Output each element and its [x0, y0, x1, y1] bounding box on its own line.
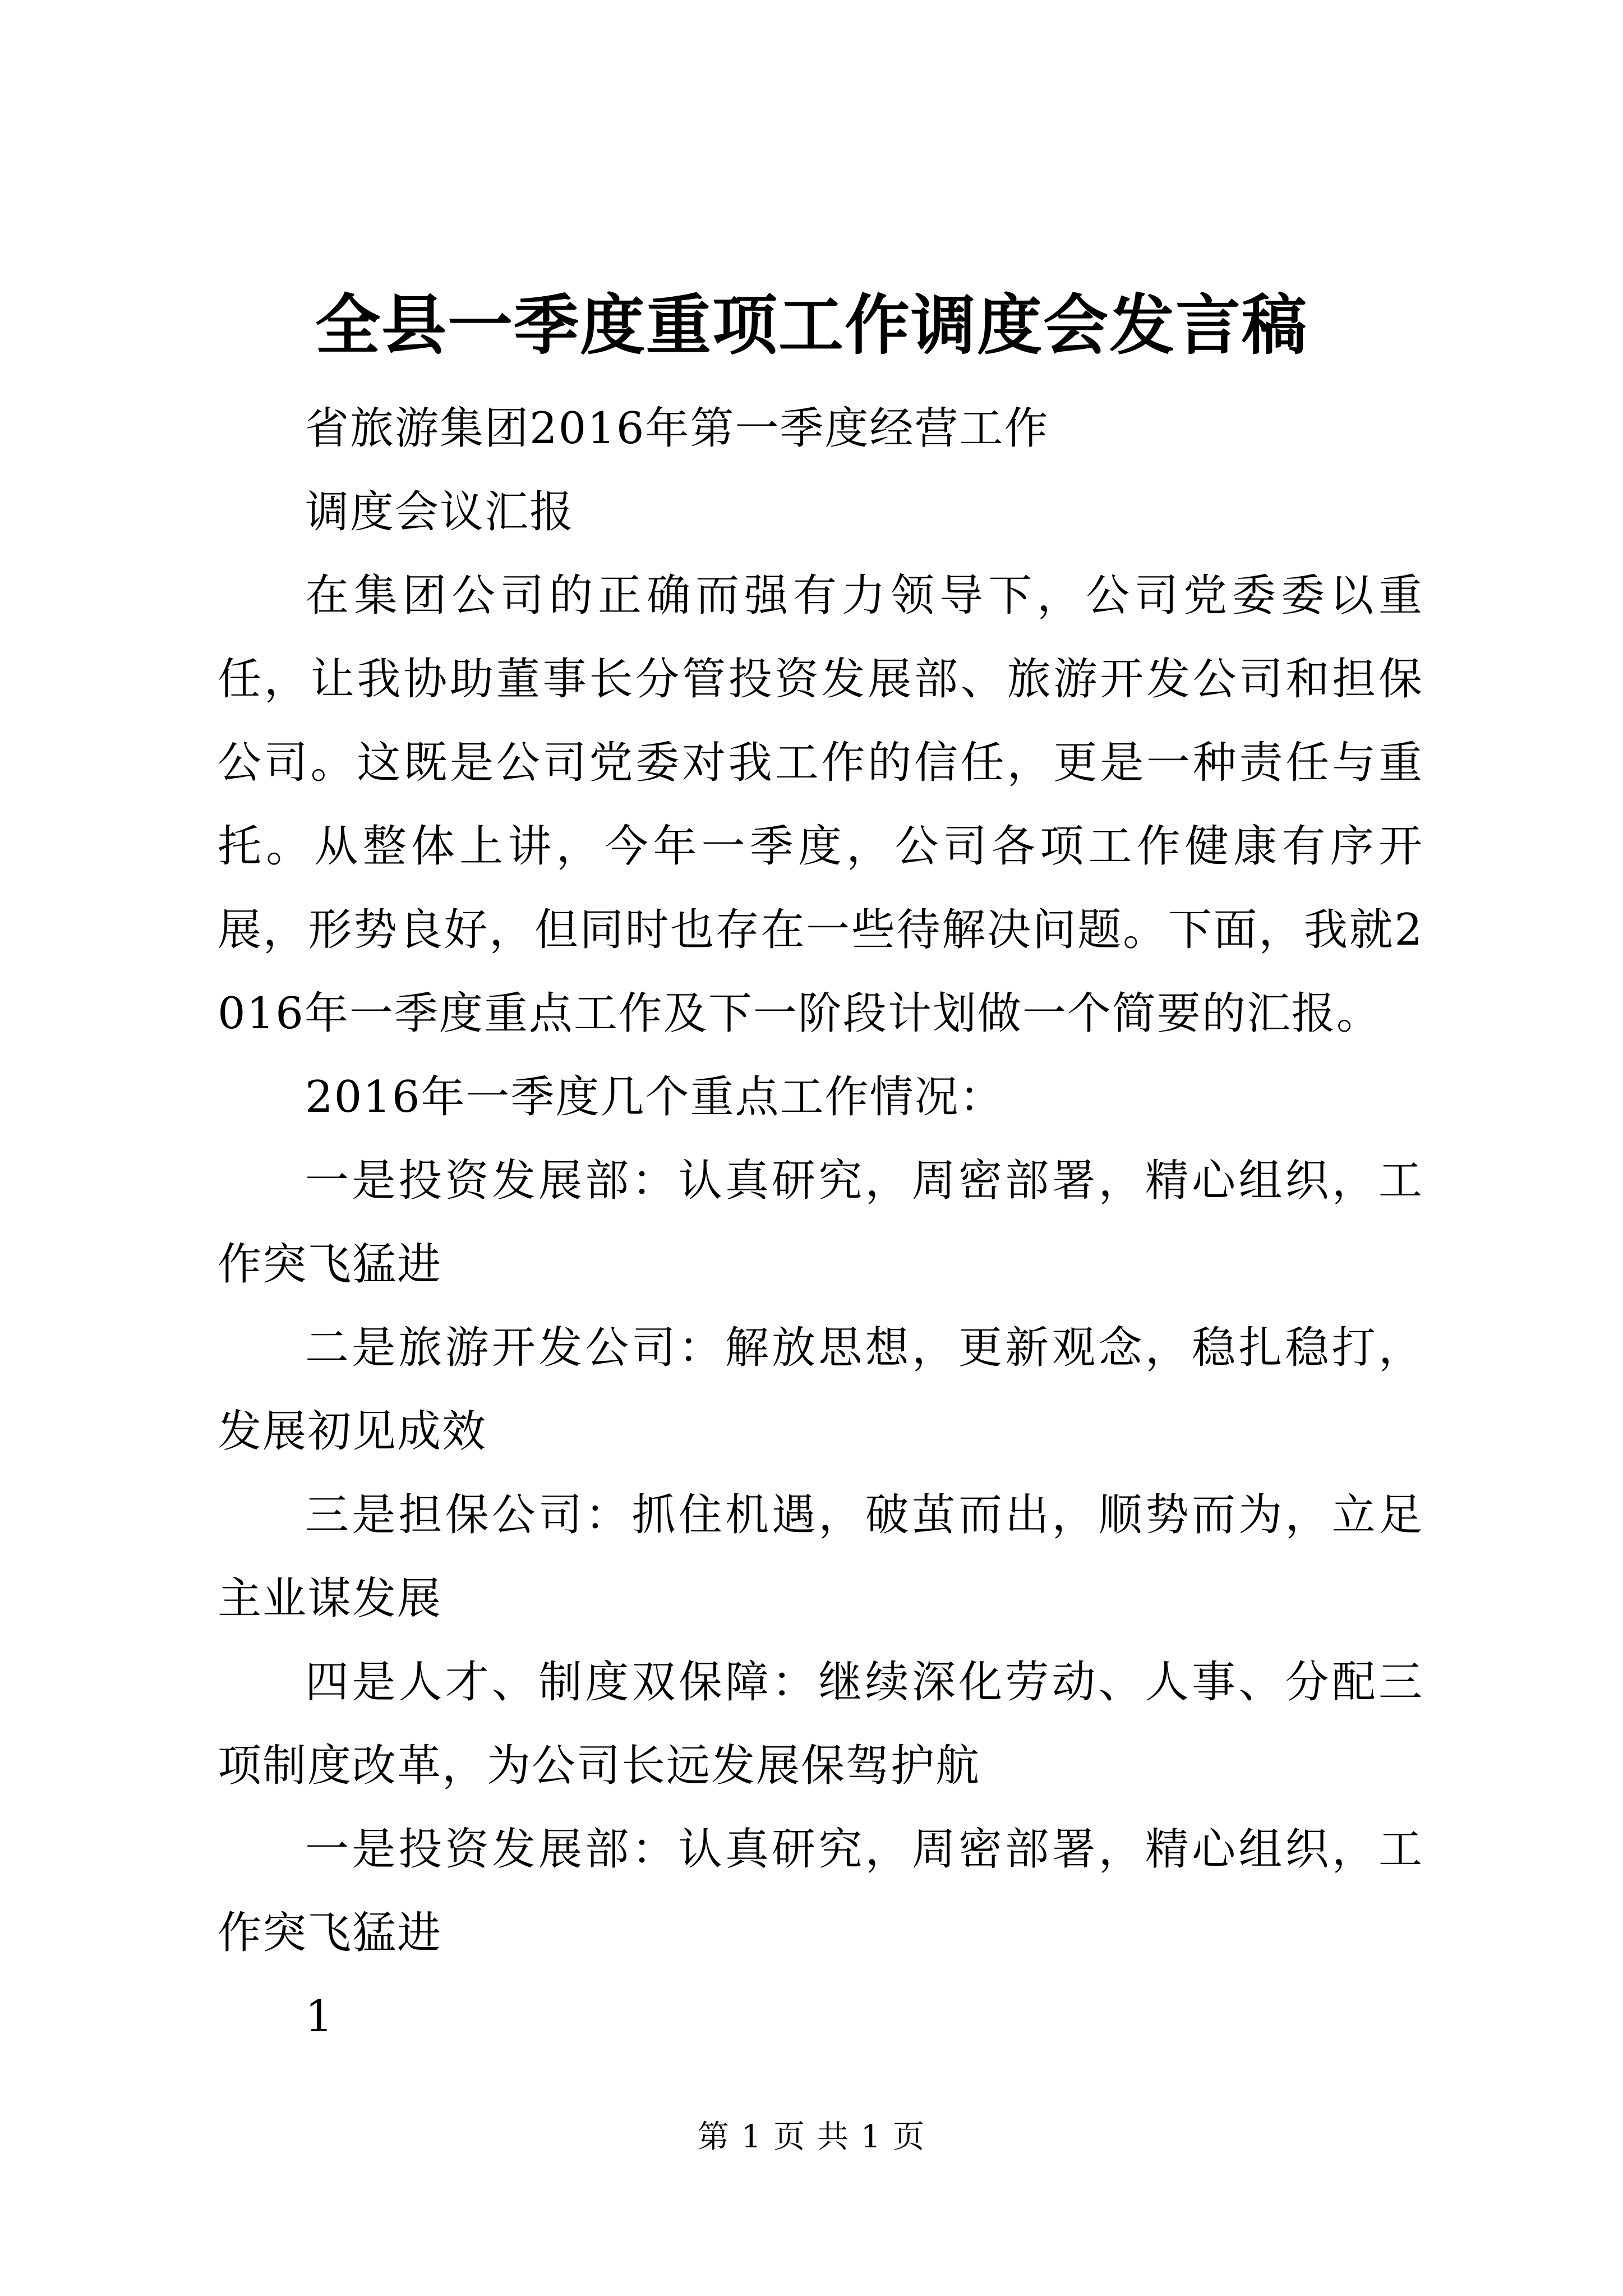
paragraph-item-talent-system: 四是人才、制度双保障：继续深化劳动、人事、分配三项制度改革，为公司长远发展保驾护航 [218, 1657, 1423, 1791]
paragraph-subtitle-line-2: 调度会议汇报 [305, 487, 575, 537]
paragraph-introduction: 在集团公司的正确而强有力领导下，公司党委委以重任，让我协助董事长分管投资发展部、旅游开发公司和担保公司。这既是公司党委对我工作的信任，更是一种责任与重托。从整体上讲，今年一季度，公司各项工作健康有序开展，形势良好，但同时也存在一些待解决问题。下面，我就2016年一季度重点工作及下一阶段计划做一个简要的汇报。 [218, 570, 1423, 1039]
paragraph-subtitle-line-1: 省旅游集团2016年第一季度经营工作 [305, 403, 1049, 454]
paragraph-number: 1 [305, 1991, 334, 2042]
paragraph-section-heading: 2016年一季度几个重点工作情况： [305, 1072, 1004, 1122]
paragraph-item-tourism: 二是旅游开发公司：解放思想，更新观念，稳扎稳打，发展初见成效 [218, 1323, 1423, 1457]
paragraph-item-investment: 一是投资发展部：认真研究，周密部署，精心组织，工作突飞猛进 [218, 1156, 1423, 1290]
document-body [218, 387, 1423, 2059]
paragraph-item-investment-repeat: 一是投资发展部：认真研究，周密部署，精心组织，工作突飞猛进 [218, 1824, 1423, 1958]
paragraph-item-guarantee: 三是担保公司：抓住机遇，破茧而出，顺势而为，立足主业谋发展 [218, 1490, 1423, 1624]
document-title: 全县一季度重项工作调度会发言稿 [315, 287, 1308, 364]
page-footer: 第 1 页 共 1 页 [697, 2119, 926, 2155]
